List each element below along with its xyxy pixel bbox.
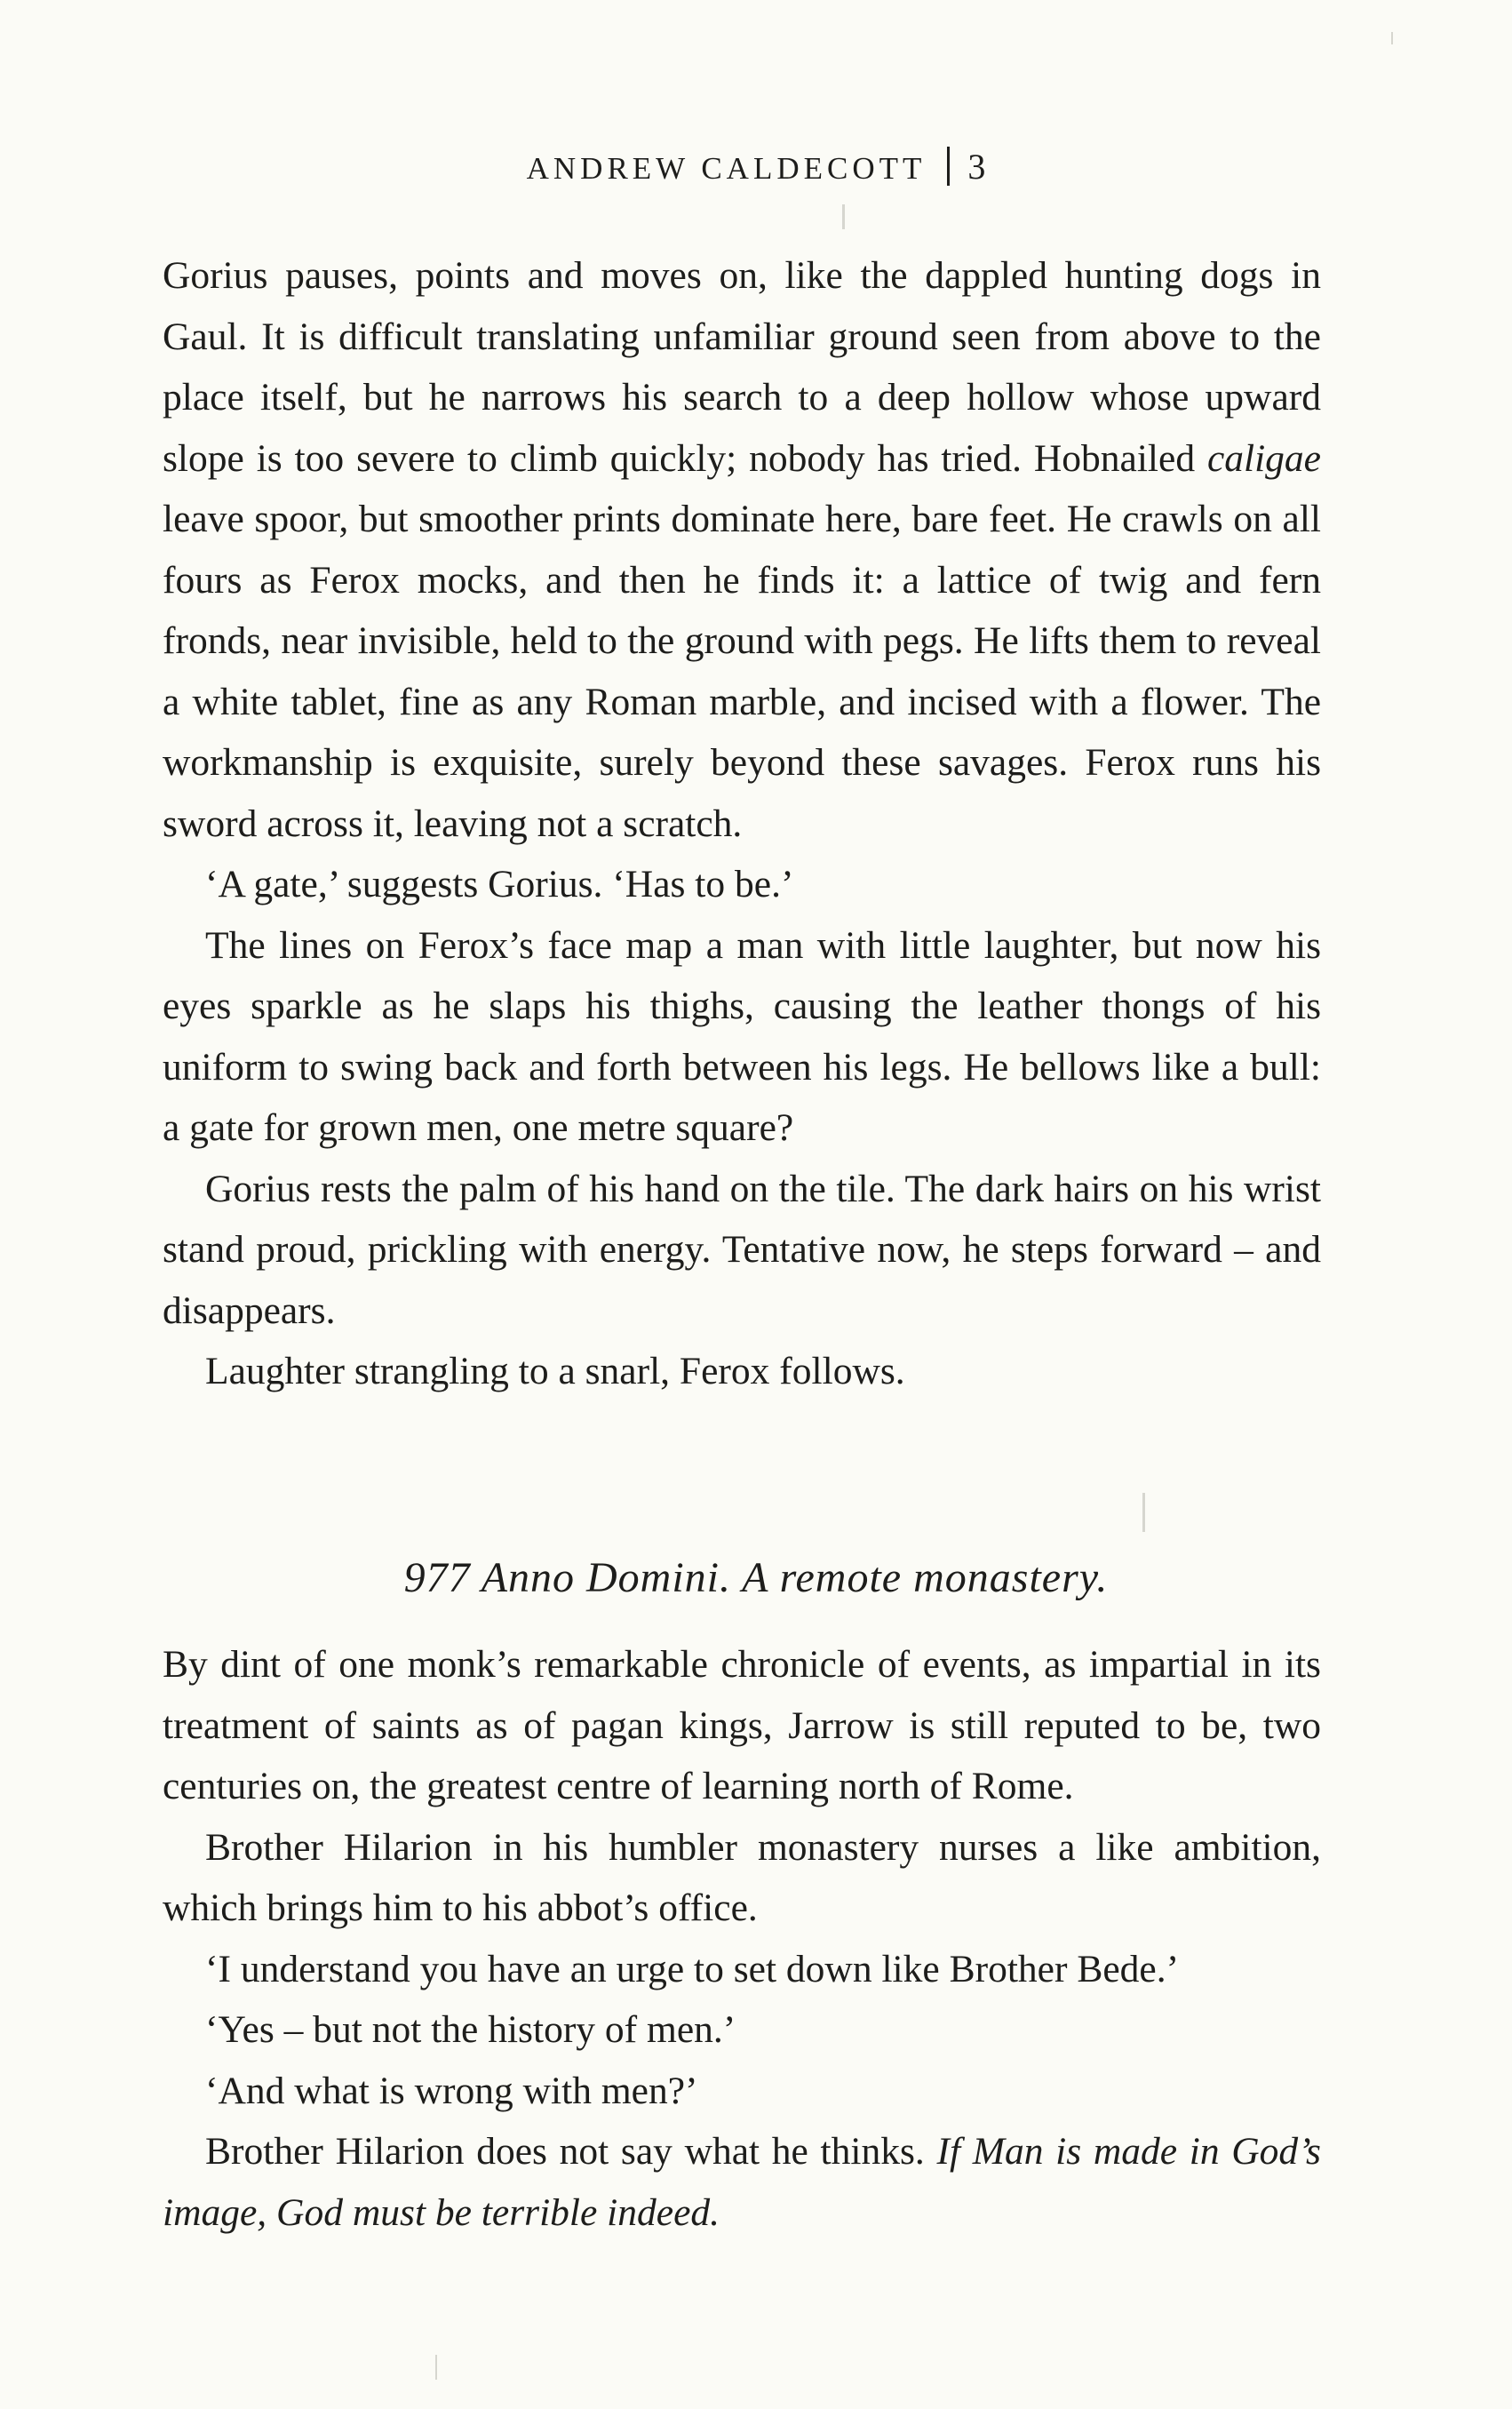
- paragraph: [163, 1159, 1321, 1342]
- paragraph: [163, 854, 1321, 915]
- running-head: [0, 140, 1512, 195]
- scan-speck: [435, 2355, 437, 2380]
- text-run: Brother Hilarion in his humbler monastery nurses a like ambition, which brings him to his abbot’s office.: [163, 1825, 1321, 1929]
- text-run: ‘I understand you have an urge to set down like Brother Bede.’: [205, 1947, 1180, 1990]
- paragraph: [163, 1939, 1321, 2000]
- paragraph: [163, 245, 1321, 854]
- paragraph: [163, 1817, 1321, 1939]
- text-run: Brother Hilarion does not say what he thinks.: [205, 2130, 937, 2173]
- paragraph: [163, 1999, 1321, 2061]
- text-run: The lines on Ferox’s face map a man with little laughter, but now his eyes sparkle as he slaps his thighs, causing the leather thongs of his uniform to swing back and forth between his legs. He bellows like a bull: a gate for grown men, one metre square?: [163, 923, 1321, 1149]
- italic-text: caligae: [1206, 436, 1321, 480]
- italic-text: If Man is made in God’s image, God must be terrible indeed.: [163, 2130, 1321, 2234]
- page-number: 3: [967, 147, 986, 187]
- text-run: ‘A gate,’ suggests Gorius. ‘Has to be.’: [205, 863, 794, 905]
- scan-speck: [842, 204, 845, 229]
- running-head-separator: [947, 147, 950, 186]
- text-run: Gorius pauses, points and moves on, like the dappled hunting dogs in Gaul. It is difficult translating unfamiliar ground seen from above to the place itself, but he narrows his search to a deep hollow whose upward slope is too severe to climb quickly; nobody has tried. Hobnailed: [163, 254, 1321, 480]
- text-run: ‘Yes – but not the history of men.’: [205, 2008, 736, 2051]
- section-one-text: [163, 245, 1321, 1402]
- section-heading: 977 Anno Domini. A remote monastery.: [403, 1554, 1109, 1601]
- paragraph: [163, 1341, 1321, 1402]
- text-run: leave spoor, but smoother prints dominate here, bare feet. He crawls on all fours as Ferox mocks, and then he finds it: a lattice of twig and fern fronds, near invisible, held to the ground with pegs. He lifts them to reveal a white tablet, fine as any Roman marble, and incised with a flower. The workmanship is exquisite, surely beyond these savages. Ferox runs his sword across it, leaving not a scratch.: [163, 498, 1321, 845]
- paragraph: [163, 915, 1321, 1159]
- paragraph: [163, 2061, 1321, 2122]
- section-two-text: [163, 1634, 1321, 2243]
- paragraph: [163, 2121, 1321, 2243]
- text-run: Gorius rests the palm of his hand on the tile. The dark hairs on his wrist stand proud, prickling with energy. Tentative now, he steps forward – and disappears.: [163, 1167, 1321, 1332]
- scan-speck: [1142, 1493, 1145, 1532]
- text-run: ‘And what is wrong with men?’: [205, 2069, 698, 2112]
- text-run: Laughter strangling to a snarl, Ferox follows.: [205, 1350, 905, 1392]
- paragraph: [163, 1634, 1321, 1817]
- scan-speck: [1391, 32, 1393, 44]
- text-run: By dint of one monk’s remarkable chronicle of events, as impartial in its treatment of saints as of pagan kings, Jarrow is still reputed to be, two centuries on, the greatest centre of learning north of Rome.: [163, 1643, 1321, 1807]
- running-head-author: ANDREW CALDECOTT: [526, 151, 927, 186]
